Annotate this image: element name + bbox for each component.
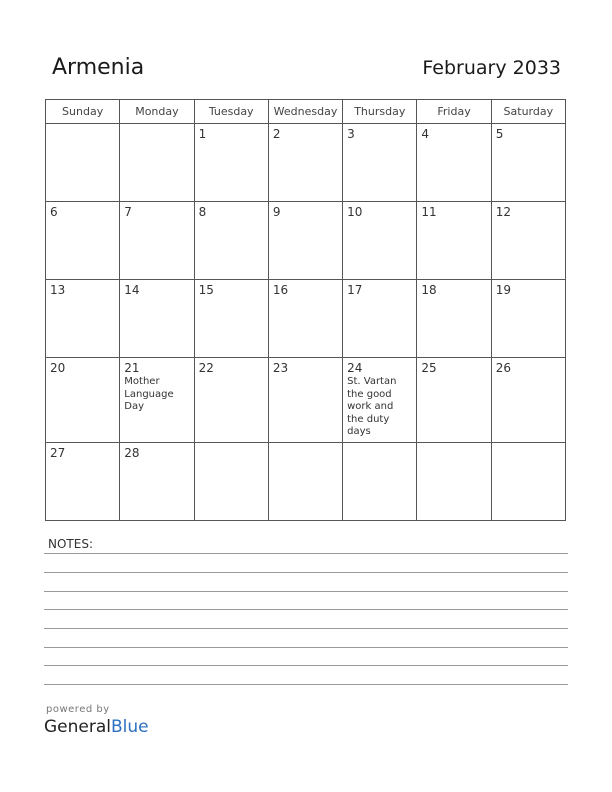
day-cell bbox=[46, 442, 120, 520]
day-number: 1 bbox=[198, 127, 207, 141]
day-cell bbox=[491, 280, 565, 358]
day-cell bbox=[417, 442, 491, 520]
day-number: 6 bbox=[50, 205, 58, 219]
day-cell bbox=[417, 358, 491, 443]
day-number: 22 bbox=[198, 361, 214, 375]
day-cell bbox=[343, 202, 417, 280]
day-cell bbox=[343, 358, 417, 443]
day-cell bbox=[194, 124, 268, 202]
day-cell bbox=[194, 280, 268, 358]
day-cell bbox=[268, 358, 342, 443]
day-number: 7 bbox=[124, 205, 132, 219]
day-number: 15 bbox=[198, 283, 214, 297]
day-number: 4 bbox=[421, 127, 430, 141]
day-number: 12 bbox=[495, 205, 511, 219]
day-number: 23 bbox=[272, 361, 289, 375]
day-number: 14 bbox=[124, 283, 140, 297]
day-cell bbox=[417, 124, 491, 202]
weekday-thursday: Thursday bbox=[343, 100, 417, 124]
day-number: 26 bbox=[495, 361, 511, 375]
note-line bbox=[44, 628, 568, 629]
week-row-2 bbox=[46, 202, 566, 280]
day-number: 20 bbox=[50, 361, 66, 375]
weekday-saturday: Saturday bbox=[491, 100, 565, 124]
weekday-header-row bbox=[46, 100, 566, 124]
day-number: 19 bbox=[495, 283, 511, 297]
day-cell bbox=[194, 358, 268, 443]
day-cell bbox=[491, 124, 565, 202]
day-cell bbox=[268, 280, 342, 358]
day-cell bbox=[417, 202, 491, 280]
day-number: 5 bbox=[495, 127, 504, 141]
day-number: 9 bbox=[272, 205, 281, 219]
weekday-friday: Friday bbox=[417, 100, 491, 124]
day-number: 13 bbox=[50, 283, 66, 297]
day-cell bbox=[194, 202, 268, 280]
day-cell bbox=[491, 442, 565, 520]
day-cell bbox=[491, 358, 565, 443]
day-number: 24 bbox=[347, 361, 363, 375]
day-cell bbox=[268, 124, 342, 202]
weekday-sunday: Sunday bbox=[46, 100, 120, 124]
day-number: 2 bbox=[272, 127, 281, 141]
day-cell bbox=[120, 442, 194, 520]
country-title: Armenia bbox=[52, 55, 145, 80]
powered-by-text: powered by bbox=[46, 704, 110, 715]
day-cell bbox=[46, 202, 120, 280]
month-year-title: February 2033 bbox=[422, 57, 561, 79]
day-cell bbox=[343, 124, 417, 202]
day-cell bbox=[120, 202, 194, 280]
day-number: 18 bbox=[421, 283, 437, 297]
day-cell bbox=[268, 442, 342, 520]
day-cell bbox=[120, 358, 194, 443]
notes-label: NOTES: bbox=[48, 537, 93, 551]
generalblue-logo[interactable] bbox=[44, 717, 149, 737]
day-cell bbox=[120, 280, 194, 358]
week-row-3 bbox=[46, 280, 566, 358]
day-cell bbox=[343, 442, 417, 520]
brand-general: General bbox=[44, 717, 111, 737]
note-line bbox=[44, 665, 568, 666]
day-number: 27 bbox=[50, 445, 66, 460]
week-row-5 bbox=[46, 442, 566, 520]
weekday-wednesday: Wednesday bbox=[268, 100, 342, 124]
weekday-tuesday: Tuesday bbox=[194, 100, 268, 124]
day-cell bbox=[343, 280, 417, 358]
week-row-4 bbox=[46, 358, 566, 443]
weekday-monday: Monday bbox=[120, 100, 194, 124]
day-number: 3 bbox=[347, 127, 355, 141]
day-cell bbox=[120, 124, 194, 202]
note-line bbox=[44, 684, 568, 685]
day-cell bbox=[491, 202, 565, 280]
note-line bbox=[44, 572, 568, 573]
day-cell bbox=[46, 280, 120, 358]
week-row-1 bbox=[46, 124, 566, 202]
note-line bbox=[44, 553, 568, 554]
note-line bbox=[44, 647, 568, 648]
day-number: 8 bbox=[198, 205, 207, 219]
day-number: 28 bbox=[124, 445, 140, 460]
day-cell bbox=[194, 442, 268, 520]
note-line bbox=[44, 591, 568, 592]
day-number: 10 bbox=[347, 205, 363, 219]
day-cell bbox=[46, 124, 120, 202]
holiday-label: Mother Language Day bbox=[124, 376, 174, 412]
day-number: 16 bbox=[272, 283, 289, 297]
brand-blue: Blue bbox=[111, 717, 149, 737]
day-number: 21 bbox=[124, 361, 140, 375]
day-cell bbox=[268, 202, 342, 280]
day-cell bbox=[417, 280, 491, 358]
holiday-label: St. Vartan the good work and the duty days bbox=[347, 376, 397, 437]
day-number: 11 bbox=[421, 205, 437, 219]
calendar-grid bbox=[45, 99, 566, 521]
day-number: 17 bbox=[347, 283, 363, 297]
note-line bbox=[44, 609, 568, 610]
day-number: 25 bbox=[421, 361, 437, 375]
day-cell bbox=[46, 358, 120, 443]
